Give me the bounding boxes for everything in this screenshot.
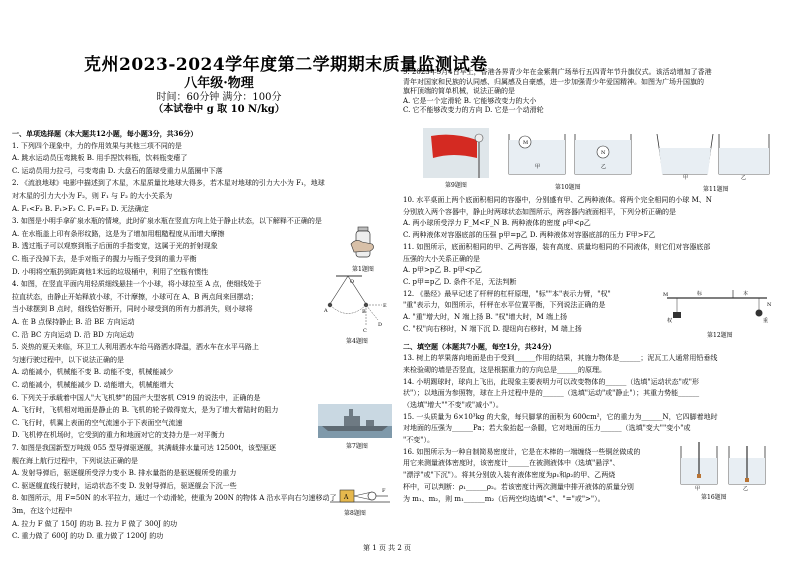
fig12-label-ben: 本: [743, 291, 749, 297]
question-line: 旗杆顶端的简单机械，说法正确的是: [403, 87, 515, 96]
warship-figure: [318, 404, 392, 438]
question-line: 当小球摆到 B 点时，细线恰好断开，同时小球受到的所有力都消失，则小球将: [12, 305, 253, 314]
question-line: D. 小明将空瓶扔到距离他1米远的垃圾桶中，利用了空瓶有惯性: [12, 267, 209, 276]
exam-note: （本试卷中 g 取 10 N/kg）: [153, 104, 285, 115]
exam-subject: 八年级·物理: [184, 76, 254, 91]
fig1-caption: 第1题图: [352, 266, 374, 273]
question-line: A. 两小球所受浮力 F_M<F_N B. 两种液体的密度 ρ甲<ρ乙: [403, 219, 591, 228]
question-line: 7. 如图是我国新型万吨级 055 型导弹驱逐舰，其满载排水量可达 12500t，该型驱逐: [12, 444, 277, 452]
fig12-label-M: M: [663, 292, 669, 298]
fig4-label-C: C: [363, 328, 367, 334]
question-line: A. 它是一个定滑轮 B. 它能够改变力的大小: [403, 96, 537, 105]
question-line: C. 运动员用力拉弓，弓变弯曲 D. 大盘石的篮球受重力从篮圈中下落: [12, 166, 223, 175]
question-line: 舰在海上航行过程中，下列说法正确的是: [12, 456, 138, 465]
fig10-caption: 第10题图: [555, 184, 581, 191]
question-line: 对地面的压强为______Pa；若大象抬起一条腿，它对地面的压力______（选填"变大""变小"或: [403, 424, 691, 433]
question-line: 青年对国家和民族的认同感、归属感及自豪感，进一步加强青少年爱国精神。如图为广场升国旗的: [403, 77, 704, 86]
fig8-label-A: A: [344, 494, 349, 501]
pulley-figure: [330, 480, 390, 506]
steelyard-figure: [663, 288, 773, 328]
fig11-label-jia: 甲: [683, 175, 689, 181]
question-line: C. 飞行时，机翼上表面的空气流速小于下表面空气流速: [12, 418, 183, 427]
question-line: A. 发射导弹后，驱逐舰所受浮力变小 B. 排水量指的是驱逐舰所受的重力: [12, 469, 237, 478]
question-line: 3m，在这个过程中: [12, 507, 73, 515]
question-line: A. 跳水运动员压弯跳板 B. 用手捏饮料瓶，饮料瓶变瘪了: [12, 154, 188, 163]
question-line: C. 瓶子没掉下去，是手对瓶子的握力与瓶子受到的重力平衡: [12, 255, 197, 263]
question-line: 匀速行驶过程中，以下说法正确的是: [12, 355, 124, 364]
question-line: A. "重"增大时，N 端上扬 B. "权"增大时，M 端上扬: [403, 313, 567, 321]
question-line: 用它来测量液体密度时，该密度计______在被测液体中（选填"悬浮"、: [403, 459, 620, 468]
question-line: 11. 如图所示，底面积相同的甲、乙两容器，装有高度、质量均相同的不同液体，则它们对容器底部: [403, 242, 711, 251]
fig11-label-yi: 乙: [741, 175, 747, 181]
question-line: C. 它不能够改变力的方向 D. 它是一个动滑轮: [403, 106, 544, 115]
fig4-label-E: E: [383, 303, 387, 309]
page-footer: 第 1 页 共 2 页: [363, 544, 412, 552]
question-line: D. 飞机停在机场时，它受到的重力和地面对它的支持力是一对平衡力: [12, 431, 225, 440]
question-line: 状"）；以地面为参照物，球在上升过程中是的______（选填"运动"或"静止"）；其重力势能______: [403, 389, 700, 398]
density-meter-figure: [677, 440, 769, 490]
fig12-label-quan: 权: [667, 318, 673, 324]
containers-shape-figure: [653, 128, 773, 180]
question-line: C. 两种液体对容器底部的压强 p甲=p乙 D. 两种液体对容器底部的压力 F甲>F乙: [403, 231, 656, 240]
question-line: "不变"）。: [403, 436, 434, 444]
question-line: "漂浮"或"下沉"）。将其分别放入装有液体密度为ρ₁和ρ₂的甲、乙两烧: [403, 471, 616, 480]
fig4-label-B: B: [362, 309, 366, 315]
fig4-label-A: A: [324, 308, 328, 314]
fig8-caption: 第8题图: [344, 510, 366, 517]
question-line: 分别放入两个容器中，静止时两球状态如图所示，两容器内液面相平，下列分析正确的是: [403, 207, 676, 216]
fig10-label-yi: 乙: [601, 164, 607, 170]
question-line: 13. 树上的苹果落向地面是由于受到______作用的结果，其施力物体是______；泥瓦工人通常用铅垂线: [403, 354, 718, 363]
fig7-caption: 第7题图: [346, 443, 368, 450]
fig9-caption: 第9题图: [445, 182, 467, 189]
question-line: C. "权"向右移时，N 端下沉 D. 提纽向右移时，M 端上扬: [403, 324, 582, 333]
question-line: A. 在水瓶盖上印有条形纹路，这是为了增加用粗糙程度从而增大摩擦: [12, 229, 225, 238]
right-column: [397, 0, 794, 561]
question-line: C. 重力做了 600J 的功 D. 重力做了 1200J 的功: [12, 532, 164, 541]
question-line: 杯中，可以判断：ρ₁______ρ₂。若该密度计两次测量中排开液体的质量分别: [403, 482, 634, 491]
question-line: 12. 《墨经》最早记述了杆秤的杠杆原理，"标""本"表示力臂，"权": [403, 289, 611, 298]
question-line: 16. 如图所示为一种自制简易密度计，它是在木棒的一端缠绕一些铜丝做成的: [403, 447, 641, 456]
fig4-caption: 第4题图: [346, 338, 368, 345]
question-line: 1. 下列四个现象中，力的作用效果与其他三项不同的是: [12, 141, 182, 150]
question-line: 5. 炎热的夏天来临，环卫工人利用洒水车给马路洒水降温，洒水车在水平马路上: [12, 343, 259, 352]
question-line: A. 在 B 点保持静止 B. 沿 BE 方向运动: [12, 318, 135, 326]
pendulum-figure: [322, 272, 394, 334]
question-line: 6. 下列关于承载着中国人"大飞机梦"的国产大型客机 C919 的说法中，正确的是: [12, 393, 261, 402]
fig4-label-O: O: [350, 279, 355, 285]
question-line: 9. 2023年5月4日早上，香港各界青少年在金紫荆广场举行五四青年节升旗仪式。该活动增加了香港: [403, 68, 712, 76]
fig10-label-M: M: [523, 140, 529, 146]
question-line: 8. 如图所示，用 F=50N 的水平拉力，通过一个动滑轮，使重为 200N 的物体 A 沿水平向右匀速移动了: [12, 494, 337, 503]
question-line: 一、单项选择题（本大题共12小题，每小题3分，共36分）: [12, 129, 198, 138]
bottle-hand-figure: [348, 224, 380, 260]
question-line: A. 拉力 F 做了 150J 的功 B. 拉力 F 做了 300J 的功: [12, 519, 178, 528]
fig12-label-zhong: 重: [763, 318, 769, 324]
question-line: 压强的大小关系正确的是: [403, 254, 480, 263]
question-line: 二、填空题（本题共7小题，每空1分，共24分）: [403, 342, 556, 352]
question-line: 为 m₁、m₂，则 m₁______m₂（后两空均选填"<"、"="或">"）。: [403, 494, 605, 503]
fig16-label-jia: 甲: [695, 486, 701, 492]
exam-meta: 时间：60分钟 满分：100分: [156, 92, 282, 103]
question-line: 来检验砌的墙是否竖直，这是根据重力的方向总是______的原理。: [403, 365, 606, 374]
question-line: （选填"增大""不变"或"减小"）。: [403, 400, 503, 409]
flag-figure: [423, 128, 489, 178]
question-line: C. 动能减小，机械能减少 D. 动能增大，机械能增大: [12, 381, 174, 389]
question-line: A. 飞行时，飞机相对地面是静止的 B. 飞机的轮子做得宽大，是为了增大着陆时的阻力: [12, 406, 279, 415]
question-line: C. 驱逐舰直线行驶时，运动状态不变 D. 发射导弹后，驱逐舰会下沉一些: [12, 481, 237, 490]
question-line: 拉直状态，由静止开始释放小球，不计摩擦，小球可在 A、B 两点间来回摆动；: [12, 292, 258, 301]
question-line: B. 透过瓶子可以观察到瓶子后面的手指变宽，这属于光的折射现象: [12, 242, 218, 251]
fig12-label-biao: 标: [697, 291, 703, 297]
question-line: 14. 小明踢球时，球向上飞出，此现象主要表明力可以改变物体的______（选填"运动状态"或"形: [403, 377, 700, 386]
question-line: "重"表示力，如图所示，杆秤在水平位置平衡，下列说法正确的是: [403, 301, 606, 310]
question-line: 15. 一头质量为 6×10³kg 的大象，每只脚掌的面积为 600cm²，它的重力为______N，它四脚着地时: [403, 412, 718, 421]
fig11-caption: 第11题图: [703, 186, 729, 193]
question-line: 3. 如图是小明手拿矿泉水瓶的情境，此时矿泉水瓶在竖直方向上处于静止状态，以下解释不正确的是: [12, 217, 322, 226]
containers-balls-figure: [505, 128, 637, 180]
fig10-label-N: N: [601, 150, 606, 156]
question-line: 2. 《流浪地球》电影中描述到了木星，木星质量比地球大得多，若木星对地球的引力大小为 F₁，地球: [12, 179, 325, 188]
question-line: A. 动能减小，机械能不变 B. 动能不变，机械能减少: [12, 368, 174, 377]
question-line: A. F₁<F₂ B. F₁>F₂ C. F₁=F₂ D. 无法确定: [12, 204, 149, 213]
exam-title: 克州2023-2024学年度第二学期期末质量监测试卷: [84, 55, 488, 75]
fig10-label-jia: 甲: [535, 164, 541, 170]
fig4-label-D: D: [378, 322, 383, 328]
fig12-caption: 第12题图: [707, 332, 733, 339]
fig12-label-N: N: [767, 302, 772, 308]
fig16-caption: 第16题图: [701, 494, 727, 501]
fig16-label-yi: 乙: [743, 486, 749, 492]
question-line: C. 沿 BC 方向运动 D. 沿 BD 方向运动: [12, 330, 134, 339]
question-line: 对木星的引力大小为 F₂，则 F₁ 与 F₂ 的大小关系为: [12, 192, 173, 200]
question-line: C. p甲=p乙 D. 条件不足，无法判断: [403, 277, 517, 286]
question-line: A. p甲>p乙 B. p甲<p乙: [403, 266, 482, 275]
question-line: 4. 如图，在竖直平面内用轻质细线悬挂一个小球，将小球拉至 A 点，使细线处于: [12, 280, 262, 289]
fig8-label-F: F: [382, 488, 386, 494]
question-line: 10. 水平桌面上两个底面积相同的容器中，分别盛有甲、乙两种液体。将两个完全相同的小球 M、N: [403, 196, 712, 204]
